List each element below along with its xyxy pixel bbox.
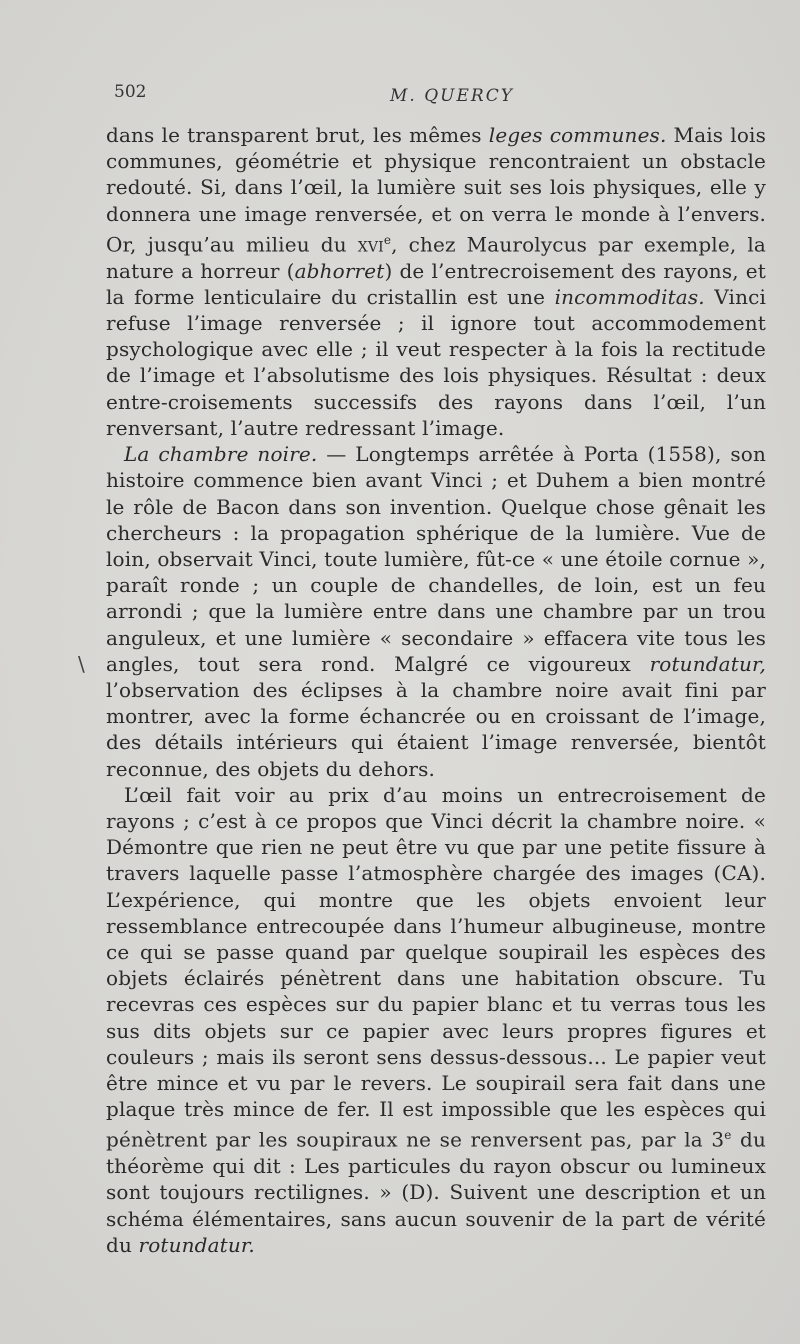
page-number: 502	[114, 82, 147, 102]
italic-run: leges communes.	[488, 123, 667, 147]
text-run: dans le transparent brut, les mêmes	[106, 123, 489, 147]
small-caps-run: xvi	[357, 232, 384, 257]
text-run: ) de l’entrecroisement des rayons, et la forme lenticulaire du cristallin est une	[106, 258, 766, 309]
italic-run: La chambre noire.	[124, 442, 318, 467]
text-run: du théorème qui dit : Les particules du rayon obscur ou lumineux sont toujours rectilignes. » (D). Suivent une description et un schéma élémentaires, sans aucun souvenir de la part de vérité du	[106, 1128, 767, 1257]
italic-run: rotundatur.	[138, 1232, 255, 1257]
text-run: — Longtemps arrêtée à Porta (1558), son histoire commence bien avant Vinci ; et Duhem a bien montré le rôle de Bacon dans son invention. Quelque chose gênait les chercheurs : la propagation sphérique de la lumière. Vue de loin, observait Vinci, toute lumière, fût-ce « une étoile cornue », paraît ronde ; un couple de chandelles, de loin, est un feu arrondi ; que la lumière entre dans une chambre par un trou anguleux, et une lumière « secondaire » effacera vite tous les angles, tout sera rond. Malgré ce vigoureux	[106, 442, 766, 676]
paragraph	[106, 441, 766, 782]
margin-mark: \	[78, 652, 85, 676]
text-run: Mais lois communes, géométrie et physique rencontraient un obstacle redouté. Si, dans l’œil, la lumière suit ses lois physiques, elle y donnera une image renversée, et on verra le monde à l’envers. Or, jusqu’au milieu du	[106, 123, 766, 257]
text-run: l’observation des éclipses à la chambre noire avait fini par montrer, avec la forme échancrée ou en croissant de l’image, des détails intérieurs qui étaient l’image renversée, bientôt reconnue, des objets du dehors.	[106, 677, 766, 781]
page-header	[114, 78, 774, 108]
text-run: Vinci refuse l’image renversée ; il ignore tout accommodement psychologique avec elle ; il veut respecter à la fois la rectitude de l’image et l’absolutisme des lois physiques. Résultat : deux entre-croisements successifs des rayons dans l’œil, l’un renversant, l’autre redressant l’image.	[106, 284, 766, 440]
paragraph	[106, 782, 766, 1258]
superscript: e	[724, 1128, 732, 1143]
body-text	[106, 122, 766, 1258]
superscript: e	[383, 232, 392, 247]
text-run: L’œil fait voir au prix d’au moins un entrecroisement de rayons ; c’est à ce propos que Vinci décrit la chambre noire. « Démontre que rien ne peut être vu que par une petite fissure à travers laquelle passe l’atmosphère chargée des images (CA). L’expérience, qui montre que les objets envoient leur ressemblance entrecoupée dans l’humeur albugineuse, montre ce qui se passe quand par quelque soupirail les espèces des objets éclairés pénètrent dans une habitation obscure. Tu recevras ces espèces sur du papier blanc et tu verras tous les sus dits objets sur ce papier avec leurs propres figures et couleurs ; mais ils seront sens dessus-dessous... Le papier veut être mince et vu par le revers. Le soupirail sera fait dans une plaque très mince de fer. Il est impossible que les espèces qui pénètrent par les soupiraux ne se renversent pas, par la 3	[106, 782, 766, 1153]
paragraph	[106, 122, 766, 441]
italic-run: incommoditas.	[554, 284, 705, 309]
running-head: M. QUERCY	[390, 86, 514, 106]
italic-run: abhorret	[294, 258, 385, 283]
italic-run: rotundatur,	[649, 651, 766, 676]
text-run: , chez Maurolycus par exemple, la nature a horreur (	[106, 232, 766, 283]
